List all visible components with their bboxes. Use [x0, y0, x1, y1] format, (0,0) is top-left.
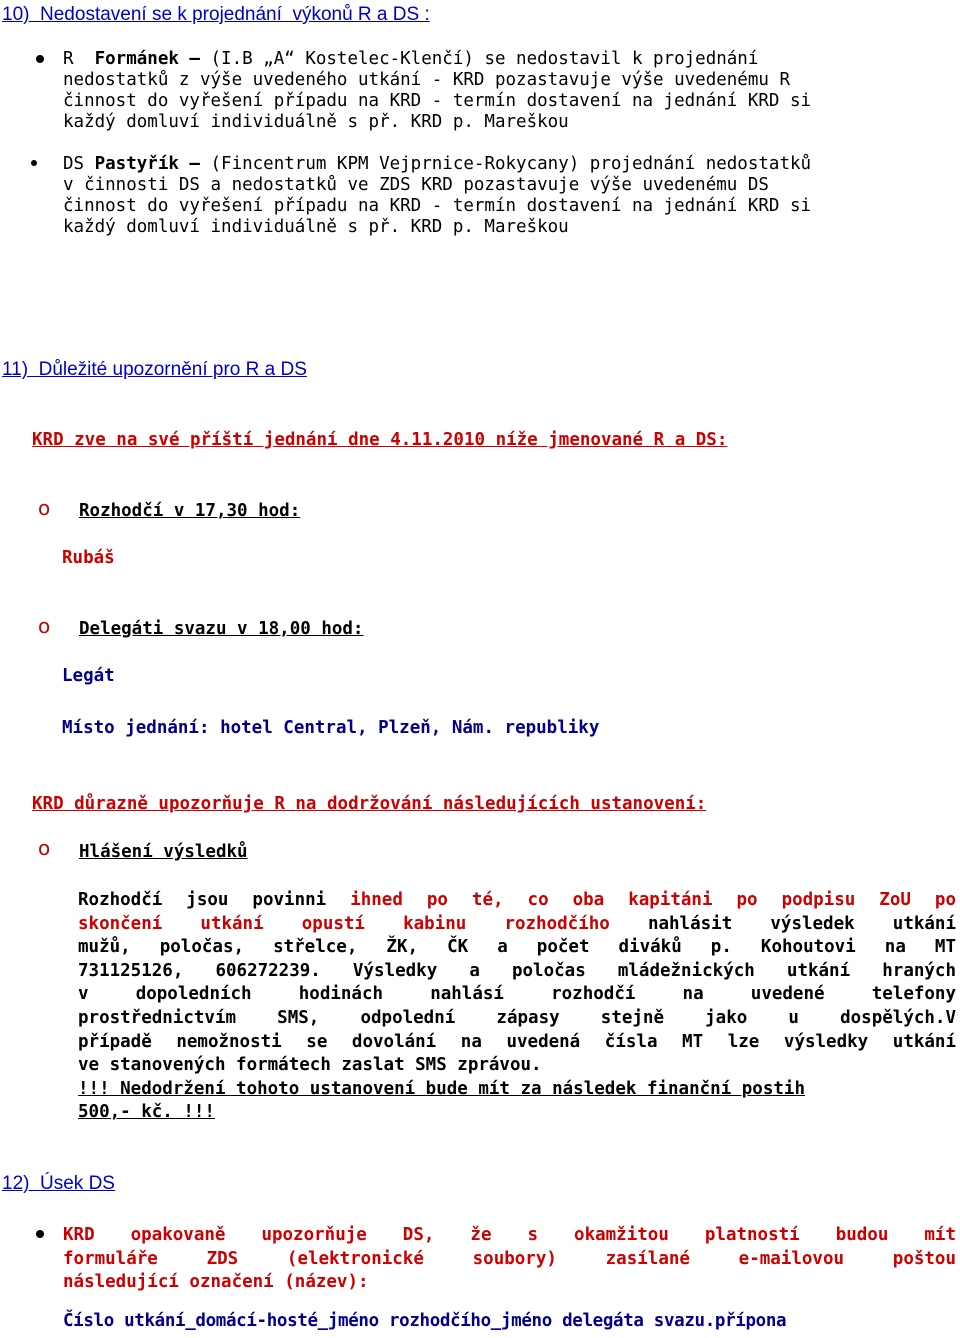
notice-text: KRD opakovaně upozorňuje DS, že s okamžitou platností budou mít	[63, 1225, 956, 1245]
item-text: (I.B „A“ Kostelec-Klenčí) se nedostavil k projednání	[199, 49, 759, 69]
delegate-name: Legát	[62, 666, 115, 686]
para-text: prostřednictvím SMS, odpolední zápasy stejně jako u dospělých.V	[78, 1007, 956, 1028]
notice-text: formuláře ZDS (elektronické soubory) zasílané e-mailovou poštou	[63, 1248, 956, 1269]
referee-name: Rubáš	[62, 548, 115, 568]
delegate-name: Pastyřík –	[94, 154, 200, 174]
bullet-dot-icon	[31, 160, 37, 166]
para-text: 731125126, 606272239. Výsledky a poločas mládežnických utkání hraných	[78, 960, 956, 981]
item-text: v činnosti DS a nedostatků ve ZDS KRD pozastavuje výše uvedenému DS	[63, 175, 769, 195]
item-text: nedostatků z výše uvedeného utkání - KRD pozastavuje výše uvedenému R	[63, 70, 790, 90]
para-text: ve stanovených formátech zaslat SMS zprávou.	[78, 1055, 542, 1076]
item-text: každý domluví individuálně s př. KRD p. Mareškou	[63, 217, 569, 237]
filename-format: Číslo utkání_domácí-hosté_jméno rozhodčího_jméno delegáta svazu.přípona	[63, 1311, 787, 1331]
notice-text: následující označení (název):	[63, 1272, 369, 1293]
para-text-red: ihned po té, co oba kapitáni po podpisu ZoU po	[350, 890, 956, 910]
item-pastyrik	[63, 154, 958, 238]
para-text: mužů, poločas, střelce, ŽK, ČK a počet diváků p. Kohoutovi na MT	[78, 937, 956, 958]
results-reporting-label: Hlášení výsledků	[79, 842, 248, 862]
section-11-heading: 11) Důležité upozornění pro R a DS	[2, 359, 307, 380]
penalty-warning: !!! Nedodržení tohoto ustanovení bude mít za následek finanční postih	[78, 1078, 805, 1099]
results-paragraph	[78, 889, 956, 1125]
referee-time-label: Rozhodčí v 17,30 hod:	[79, 501, 301, 521]
circle-bullet-icon: o	[38, 496, 51, 520]
para-text: případě nemožnosti se dovolání na uvedená čísla MT lze výsledky utkání	[78, 1031, 956, 1052]
para-text: nahlásit výsledek utkání	[647, 913, 956, 934]
place-label: Místo jednání:	[62, 718, 210, 738]
item-text: činnost do vyřešení případu na KRD - termín dostavení na jednání KRD si	[63, 196, 812, 216]
item-formanek	[63, 49, 958, 133]
emphasis-line: KRD důrazně upozorňuje R na dodržování následujících ustanovení:	[32, 794, 707, 814]
item-text: každý domluví individuálně s př. KRD p. Mareškou	[63, 112, 569, 132]
meeting-place	[62, 718, 599, 739]
item-prefix: DS	[63, 154, 95, 174]
delegate-time-label: Delegáti svazu v 18,00 hod:	[79, 619, 364, 639]
para-text: v dopoledních hodinách nahlásí rozhodčí na uvedené telefony	[78, 984, 956, 1005]
para-text: Rozhodčí jsou povinni	[78, 890, 327, 910]
penalty-amount: 500,- kč. !!!	[78, 1102, 215, 1123]
para-text-red: skončení utkání opustí kabinu rozhodčího	[78, 913, 610, 934]
item-text: (Fincentrum KPM Vejprnice-Rokycany) projednání nedostatků	[199, 154, 812, 174]
item-text: činnost do vyřešení případu na KRD - termín dostavení na jednání KRD si	[63, 91, 812, 111]
bullet-dot-icon	[36, 55, 44, 63]
circle-bullet-icon: o	[38, 836, 51, 860]
place-value: hotel Central, Plzeň, Nám. republiky	[220, 718, 600, 738]
section-12-heading: 12) Úsek DS	[2, 1173, 115, 1194]
section-10-heading: 10) Nedostavení se k projednání výkonů R a DS :	[2, 4, 430, 25]
circle-bullet-icon: o	[38, 614, 51, 638]
ds-notice	[63, 1224, 956, 1295]
referee-name: Formánek –	[94, 49, 200, 69]
item-prefix: R	[63, 49, 95, 69]
bullet-dot-icon	[36, 1230, 44, 1238]
invite-line: KRD zve na své příští jednání dne 4.11.2010 níže jmenované R a DS:	[32, 430, 728, 450]
